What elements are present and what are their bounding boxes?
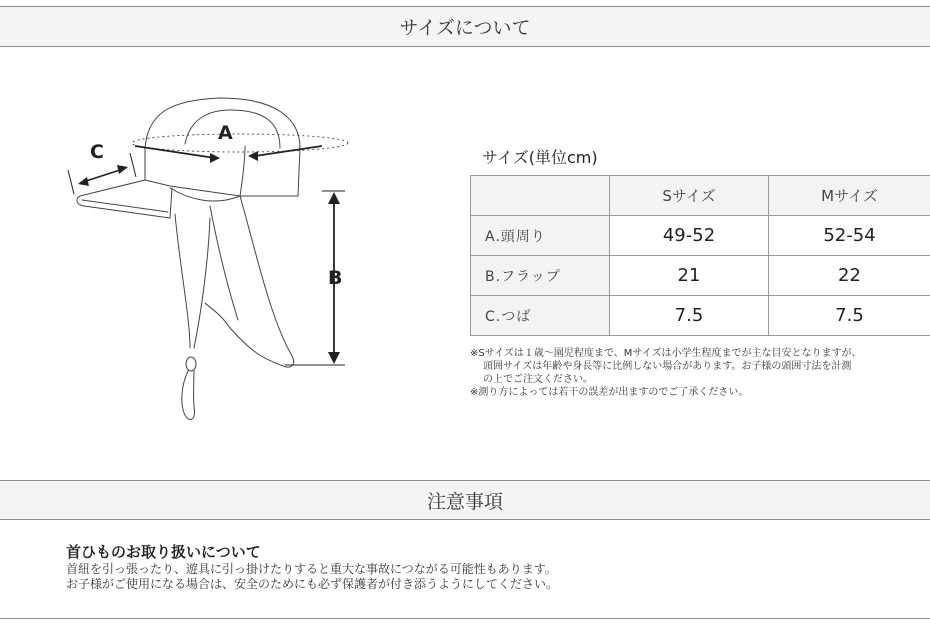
caution-line: お子様がご使用になる場合は、安全のためにも必ず保護者が付き添うようにしてください。 — [66, 577, 559, 591]
dimension-c-label: C — [90, 141, 104, 163]
table-row — [471, 296, 930, 336]
caution-line: 首紐を引っ張ったり、遊具に引っ掛けたりすると重大な事故につながる可能性もあります。 — [66, 562, 557, 576]
hat-brim-outline — [77, 180, 172, 218]
note-line: の上でご注文ください。 — [483, 374, 593, 385]
size-s-value: 21 — [610, 256, 769, 296]
hat-stopper — [186, 357, 196, 371]
row-label: C.つば — [471, 296, 610, 336]
dimension-b-label: B — [328, 267, 343, 289]
note-line: ※Sサイズは１歳〜園児程度まで、Mサイズは小学生程度までが主な目安となりますが、 — [470, 348, 862, 359]
size-section-header — [0, 6, 930, 47]
row-label: A.頭周り — [471, 216, 610, 256]
dimension-a-label: A — [218, 122, 233, 144]
hat-flap-outline — [170, 188, 294, 367]
size-s-value: 49-52 — [610, 216, 769, 256]
hat-diagram — [60, 88, 360, 428]
size-s-value: 7.5 — [610, 296, 769, 336]
note-line: 頭囲サイズは年齢や身長等に比例しない場合があります。お子様の頭囲寸法を計測 — [483, 361, 852, 372]
column-header-s: Sサイズ — [610, 176, 769, 216]
size-m-value: 7.5 — [769, 296, 930, 336]
caution-section-title: 注意事項 — [426, 490, 503, 513]
row-label: B.フラップ — [471, 256, 610, 296]
caution-heading: 首ひものお取り扱いについて — [66, 543, 261, 561]
table-corner-cell — [471, 176, 610, 216]
note-line: ※測り方によっては若干の誤差が出ますのでご了承ください。 — [470, 387, 749, 398]
size-table — [470, 175, 930, 336]
size-notes — [470, 347, 930, 399]
table-row — [471, 256, 930, 296]
hat-crown-outline — [145, 98, 300, 196]
size-m-value: 52-54 — [769, 216, 930, 256]
hat-panel-seam — [240, 146, 245, 196]
table-header-row — [471, 176, 930, 216]
table-row — [471, 216, 930, 256]
column-header-m: Mサイズ — [769, 176, 930, 216]
caution-body — [66, 562, 558, 592]
size-table-title: サイズ(単位cm) — [482, 148, 598, 167]
caution-section-header — [0, 480, 930, 520]
bottom-divider — [0, 618, 930, 619]
size-section-title: サイズについて — [399, 17, 531, 39]
hat-strap — [175, 214, 190, 348]
size-m-value: 22 — [769, 256, 930, 296]
